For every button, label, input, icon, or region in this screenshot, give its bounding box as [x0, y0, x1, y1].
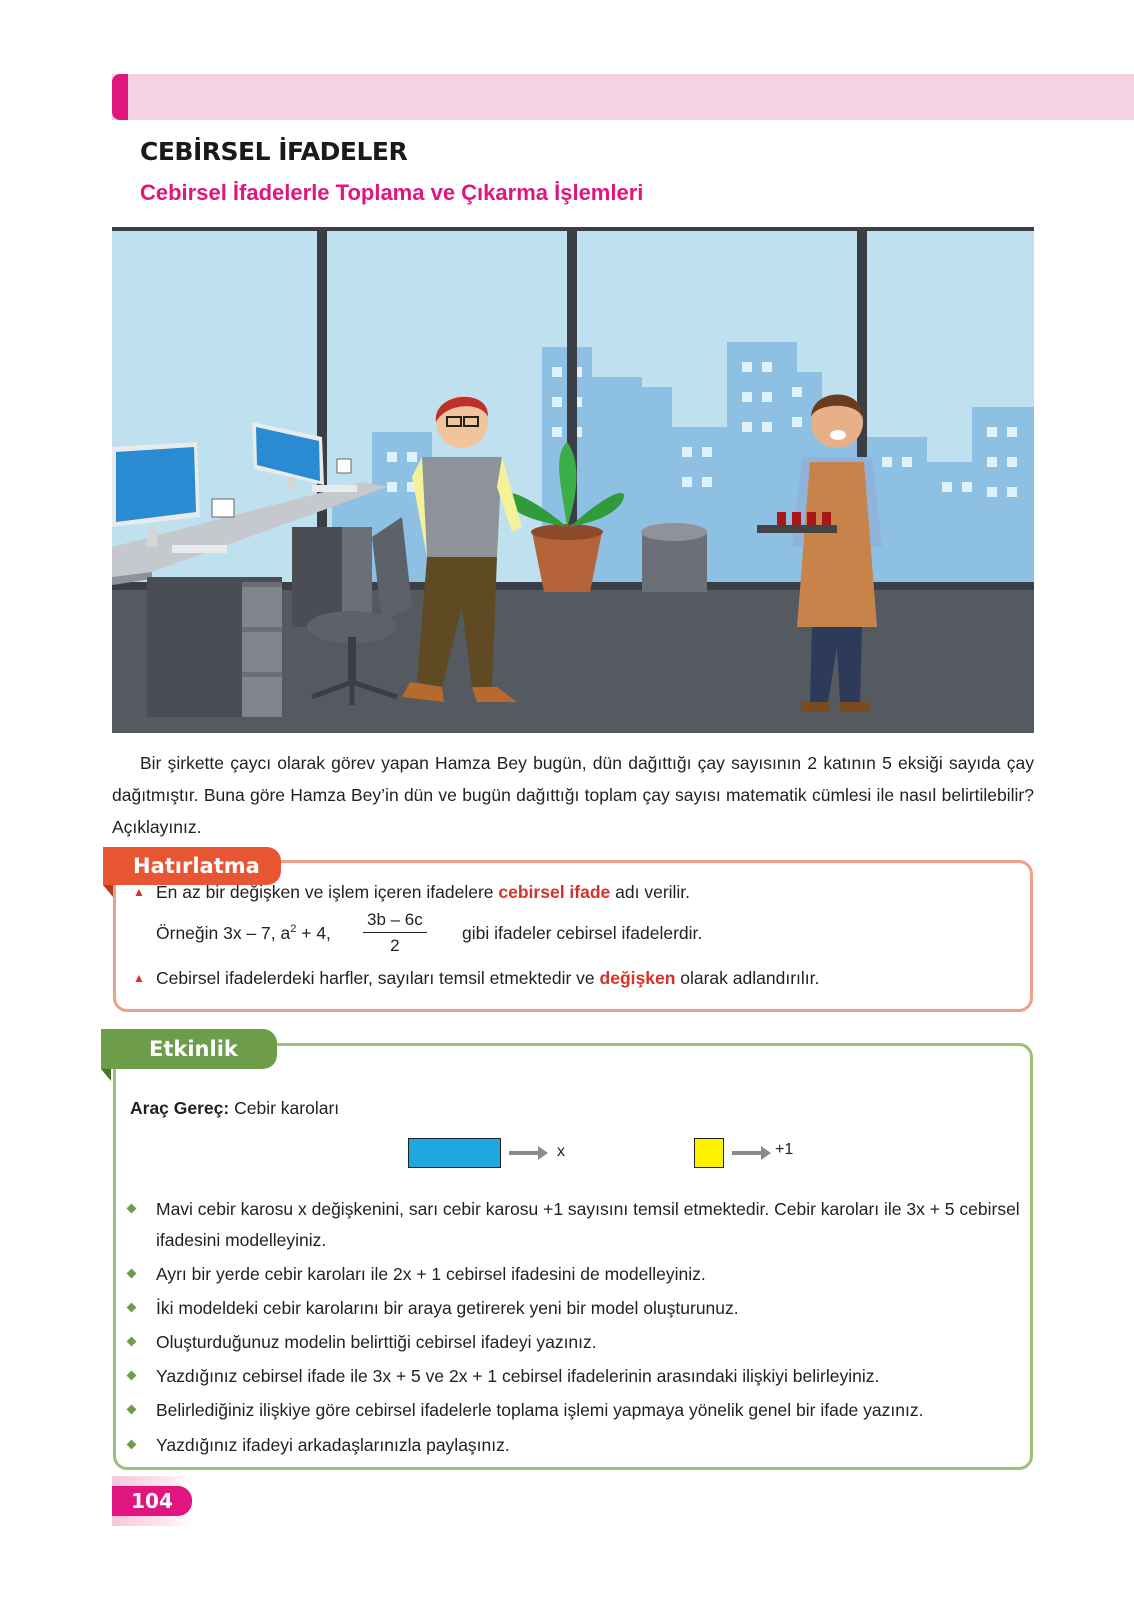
reminder-tab: Hatırlatma — [103, 847, 281, 885]
header-band — [112, 74, 1134, 120]
triangle-bullet-icon: ▲ — [133, 971, 145, 985]
activity-item: Oluşturduğunuz modelin belirttiği cebirsel ifadeyi yazınız. — [128, 1327, 1028, 1358]
activity-tab-fold — [101, 1069, 111, 1081]
activity-item: İki modeldeki cebir karolarını bir araya getirerek yeni bir model oluşturunuz. — [128, 1293, 1028, 1324]
office-illustration — [112, 227, 1034, 733]
activity-tab: Etkinlik — [101, 1029, 277, 1069]
intro-paragraph — [112, 747, 1034, 843]
activity-item: Belirlediğiniz ilişkiye göre cebirsel ifadelerle toplama işlemi yapmaya yönelik genel bir ifade yazınız. — [128, 1395, 1028, 1426]
reminder-example: Örneğin 3x – 7, $a^2 + 4$, — [156, 923, 331, 943]
activity-item: Ayrı bir yerde cebir karoları ile 2x + 1 cebirsel ifadesini de modelleyiniz. — [128, 1259, 1028, 1290]
term-degisken: değişken — [599, 968, 676, 988]
fraction-numerator: 3b – 6c — [363, 910, 427, 933]
fraction-denominator: 2 — [390, 936, 400, 955]
example-fraction — [363, 910, 427, 956]
yellow-tile-label: +1 — [775, 1141, 794, 1158]
activity-item: Mavi cebir karosu x değişkenini, sarı cebir karosu +1 sayısını temsil etmektedir. Cebir karoları ile 3x + 5 cebirsel ifadesini modelleyiniz. — [128, 1194, 1028, 1256]
round-stool — [642, 532, 707, 592]
tools-value: Cebir karoları — [229, 1098, 340, 1118]
arrow-right-icon — [509, 1151, 539, 1155]
reminder-item-1: En az bir değişken ve işlem içeren ifadelere cebirsel ifade adı verilir. — [156, 882, 691, 902]
reminder-example-tail: gibi ifadeler cebirsel ifadelerdir. — [462, 923, 703, 943]
activity-item: Yazdığınız cebirsel ifade ile 3x + 5 ve 2x + 1 cebirsel ifadelerinin arasındaki ilişkiyi belirleyiniz. — [128, 1361, 1028, 1392]
potted-plant — [532, 532, 602, 592]
term-cebirsel-ifade: cebirsel ifade — [498, 882, 611, 902]
activity-item: Yazdığınız ifadeyi arkadaşlarınızla paylaşınız. — [128, 1430, 1028, 1461]
arrow-right-icon — [732, 1151, 762, 1155]
tools-line — [130, 1098, 339, 1119]
page-number: 104 — [112, 1486, 192, 1516]
blue-algebra-tile — [408, 1138, 501, 1168]
section-subtitle: Cebirsel İfadelerle Toplama ve Çıkarma İşlemleri — [140, 180, 644, 205]
reminder-item-2: Cebirsel ifadelerdeki harfler, sayıları temsil etmektedir ve değişken olarak adlandırılır. — [156, 968, 820, 988]
blue-tile-label: x — [557, 1143, 565, 1160]
header-band-accent — [112, 74, 128, 120]
yellow-algebra-tile — [694, 1138, 724, 1168]
tools-label: Araç Gereç: — [130, 1098, 230, 1118]
page-title: CEBİRSEL İFADELER — [140, 137, 408, 166]
triangle-bullet-icon: ▲ — [133, 885, 145, 899]
reminder-tab-fold — [103, 885, 113, 897]
intro-text: Bir şirkette çaycı olarak görev yapan Hamza Bey bugün, dün dağıttığı çay sayısının 2 katının 5 eksiği sayıda çay dağıtmıştır. Buna göre Hamza Bey’in dün ve bugün dağıttığı toplam çay sayısı matematik cümlesi ile nasıl belirtilebilir? Açıklayınız. — [112, 753, 1034, 837]
